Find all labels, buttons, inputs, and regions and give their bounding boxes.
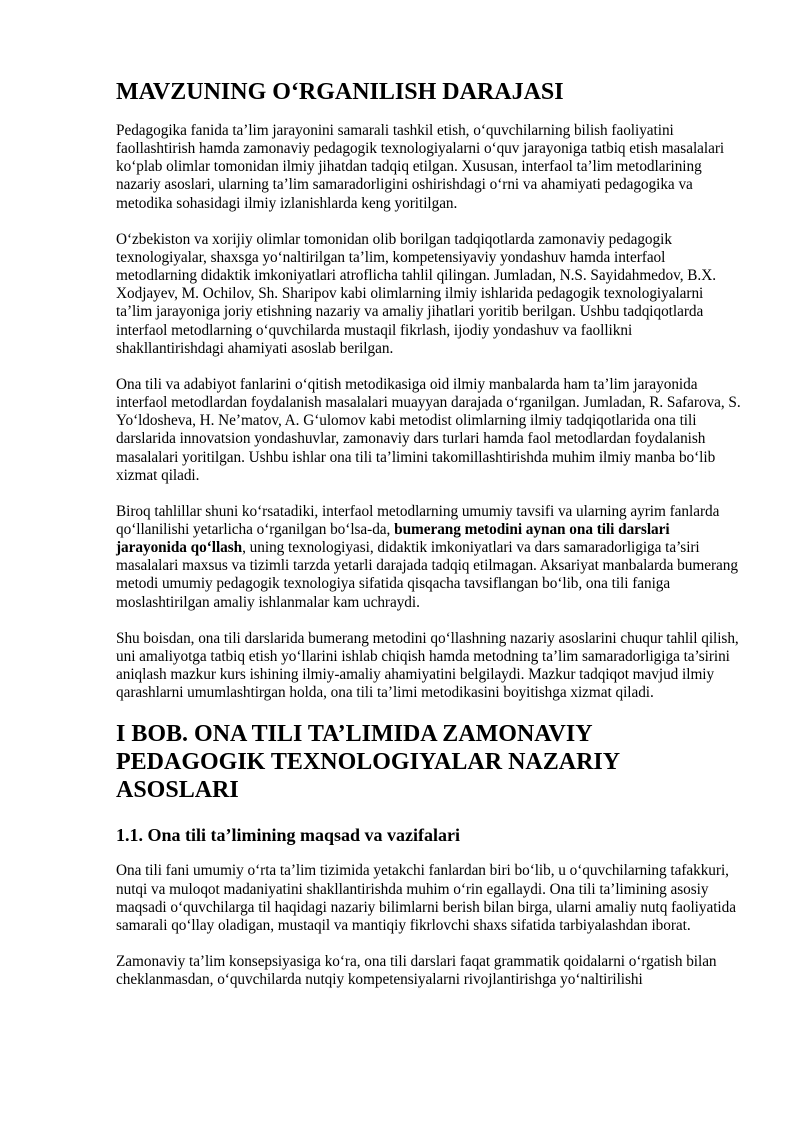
subsection-heading: 1.1. Ona tili ta’limining maqsad va vazifalari <box>116 825 461 846</box>
section-heading-study-level: MAVZUNING O‘RGANILISH DARAJASI <box>116 79 564 105</box>
paragraph-3: Ona tili va adabiyot fanlarini o‘qitish metodikasiga oid ilmiy manbalarda ham ta’lim jarayonida interfaol metodlardan foydalanish masalalari muayyan darajada o‘rganilgan. Jumladan, R. Safarova, S. Yo‘ldosheva, H. Ne’matov, A. G‘ulomov kabi metodist olimlarning ilmiy tadqiqotlarida ona tili darslarida innovatsion yondashuvlar, zamonaviy dars turlari hamda faol metodlardan foydalanish masalalari yoritilgan. Ushbu ishlar ona tili ta’limini takomillashtirishda muhim ilmiy manba bo‘lib xizmat qiladi. <box>116 375 741 484</box>
paragraph-6: Ona tili fani umumiy o‘rta ta’lim tizimida yetakchi fanlardan biri bo‘lib, u o‘quvchilarning tafakkuri, nutqi va muloqot madaniyatini shakllantirishda muhim o‘rin egallaydi. Ona tili ta’limining asosiy maqsadi o‘quvchilarga til haqidagi nazariy bilimlarni berish bilan birga, ularni amaliy nutq faoliyatida samarali qo‘llay oladigan, mustaqil va mantiqiy fikrlovchi shaxs sifatida tarbiyalashdan iborat. <box>116 862 736 934</box>
paragraph-4-text-a: Biroq tahlillar shuni ko‘rsatadiki, interfaol metodlarning umumiy tavsifi va ularning ayrim fanlarda qo‘llanilishi yetarlicha o‘rganilgan bo‘lsa-da, <box>116 502 720 538</box>
paragraph-1: Pedagogika fanida ta’lim jarayonini samarali tashkil etish, o‘quvchilarning bilish faoliyatini faollashtirish hamda zamonaviy pedagogik texnologiyalarni o‘quv jarayoniga tatbiq etish masalalari ko‘plab olimlar tomonidan ilmiy jihatdan tadqiq etilgan. Xususan, interfaol ta’lim metodlarining nazariy asoslari, ularning ta’lim samaradorligini oshirishdagi o‘rni va ahamiyati pedagogika va metodika sohasidagi ilmiy izlanishlarda keng yoritilgan. <box>116 122 725 212</box>
paragraph-2: O‘zbekiston va xorijiy olimlar tomonidan olib borilgan tadqiqotlarda zamonaviy pedagogik texnologiyalar, shaxsga yo‘naltirilgan ta’lim, kompetensiyaviy yondashuv hamda interfaol metodlarning didaktik imkoniyatlari atroflicha tahlil qilingan. Jumladan, N.S. Sayidahmedov, B.X. Xodjayev, M. Ochilov, Sh. Sharipov kabi olimlarning ilmiy ishlarida pedagogik texnologiyalarni ta’lim jarayoniga joriy etishning nazariy va amaliy jihatlari yoritib berilgan. Ushbu tadqiqotlarda interfaol metodlarning o‘quvchilarda mustaqil fikrlash, ijodiy yondashuv va faollikni shakllantirishdagi ahamiyati asoslab berilgan. <box>116 230 716 357</box>
paragraph-4-text-b: , uning texnologiyasi, didaktik imkoniyatlari va dars samaradorligiga ta’siri masalalari maxsus va tizimli tarzda yetarli darajada tadqiq etilmagan. Aksariyat manbalarda bumerang metodi umumiy pedagogik texnologiya sifatida qisqacha tavsiflangan bo‘lib, ona tili faniga moslashtirilgan amaliy ishlanmalar kam uchraydi. <box>116 539 738 611</box>
chapter-heading: I BOB. ONA TILI TA’LIMIDA ZAMONAVIY PEDAGOGIK TEXNOLOGIYALAR NAZARIY ASOSLARI <box>116 721 620 804</box>
paragraph-5: Shu boisdan, ona tili darslarida bumerang metodini qo‘llashning nazariy asoslarini chuqur tahlil qilish, uni amaliyotga tatbiq etish yo‘llarini ishlab chiqish hamda metodning ta’lim samaradorligiga ta’sirini aniqlash mazkur kurs ishining ilmiy-amaliy ahamiyatini belgilaydi. Mazkur tadqiqot mavjud ilmiy qarashlarni umumlashtirgan holda, ona tili ta’limi metodikasini boyitishga xizmat qiladi. <box>116 629 739 702</box>
paragraph-4-bold-phrase: bumerang metodini aynan ona tili darslari jarayonida qo‘llash <box>116 520 670 557</box>
paragraph-7: Zamonaviy ta’lim konsepsiyasiga ko‘ra, ona tili darslari faqat grammatik qoidalarni o‘rgatish bilan cheklanmasdan, o‘quvchilarda nutqiy kompetensiyalarni rivojlantirishga yo‘naltirilishi <box>116 953 717 989</box>
paragraph-4 <box>116 503 742 612</box>
document-page <box>116 78 742 1007</box>
